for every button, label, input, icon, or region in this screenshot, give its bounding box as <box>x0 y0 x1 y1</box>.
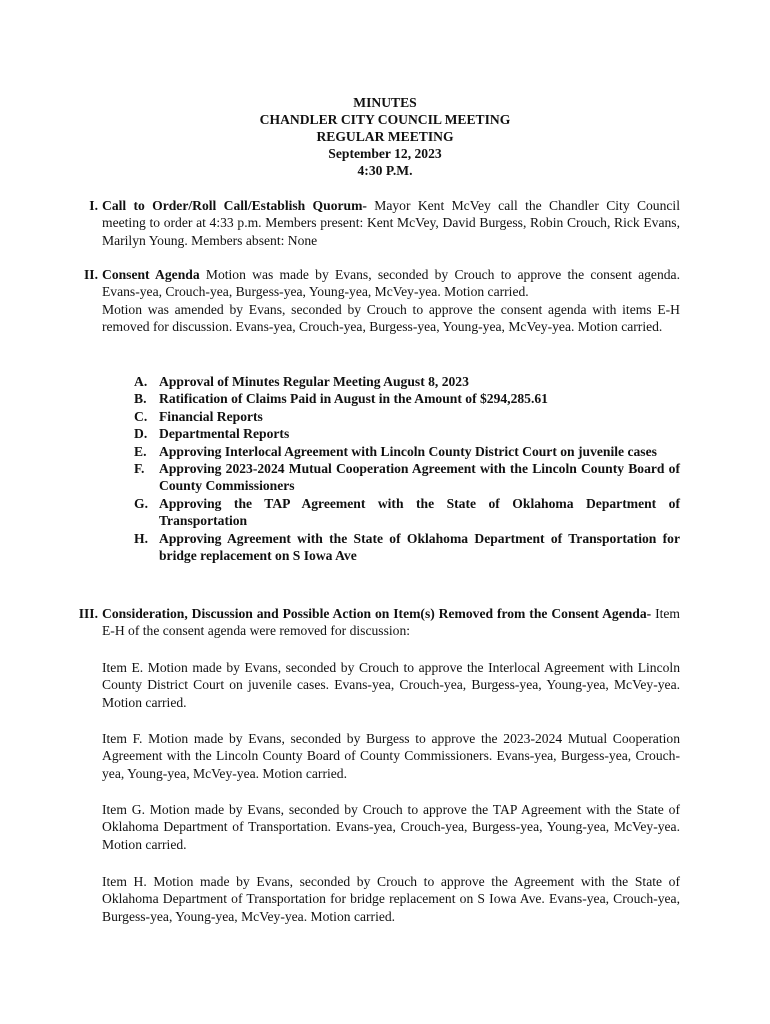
section-heading: Consideration, Discussion and Possible Action on Item(s) Removed from the Consent Agenda- <box>102 606 652 621</box>
header-title: MINUTES <box>353 95 417 110</box>
item-text: Approving Agreement with the State of Oklahoma Department of Transportation for bridge replacement on S Iowa Ave <box>159 530 680 564</box>
list-item <box>134 460 680 495</box>
section-consent-agenda <box>84 266 680 336</box>
section-text: Motion was made by Evans, seconded by Crouch to approve the consent agenda. Evans-yea, Crouch-yea, Burgess-yea, Young-yea, McVey-yea. Motion carried. <box>102 267 680 300</box>
section-heading: Call to Order/Roll Call/Establish Quorum- <box>102 198 367 213</box>
item-g-paragraph: Item G. Motion made by Evans, seconded by Crouch to approve the TAP Agreement with the State of Oklahoma Department of Transportation. Evans-yea, Crouch-yea, Burgess-yea, Young-yea, McVey-yea. Motion carried. <box>102 802 680 852</box>
consent-agenda-items <box>134 373 680 564</box>
item-text: Approving 2023-2024 Mutual Cooperation Agreement with the Lincoln County Board of County Commissioners <box>159 461 680 494</box>
item-text: Ratification of Claims Paid in August in the Amount of $294,285.61 <box>159 391 548 407</box>
item-letter: B. <box>134 391 147 407</box>
section-numeral: II. <box>84 267 98 282</box>
minutes-header <box>0 94 770 179</box>
item-letter: F. <box>134 461 145 477</box>
list-item <box>134 495 680 530</box>
item-letter: A. <box>134 374 148 389</box>
section-numeral: I. <box>89 198 98 213</box>
item-text: Approving the TAP Agreement with the State of Oklahoma Department of Transportation <box>159 495 680 529</box>
header-meeting-type: REGULAR MEETING <box>316 129 454 144</box>
section-numeral: III. <box>78 606 98 621</box>
list-item <box>134 408 680 425</box>
item-letter: H. <box>134 530 148 546</box>
section-amendment-text: Motion was amended by Evans, seconded by Crouch to approve the consent agenda with items E-H removed for discussion. Evans-yea, Crouch-yea, Burgess-yea, Young-yea, McVey-yea. Motion carried. <box>102 301 680 335</box>
item-letter: G. <box>134 495 148 511</box>
item-text: Approval of Minutes Regular Meeting August 8, 2023 <box>159 374 469 389</box>
item-text: Departmental Reports <box>159 426 290 442</box>
header-meeting-name: CHANDLER CITY COUNCIL MEETING <box>259 112 511 127</box>
section-call-to-order <box>89 197 680 249</box>
list-item <box>134 443 680 460</box>
item-text: Approving Interlocal Agreement with Lincoln County District Court on juvenile cases <box>159 443 657 459</box>
section-text: Mayor Kent McVey call the Chandler City Council meeting to order at 4:33 p.m. Members present: Kent McVey, David Burgess, Robin Crouch, Rick Evans, Marilyn Young. Members absent: None <box>102 198 680 248</box>
section-text: Item E-H of the consent agenda were removed for discussion: <box>102 606 680 639</box>
item-e-paragraph: Item E. Motion made by Evans, seconded by Crouch to approve the Interlocal Agreement with Lincoln County District Court on juvenile cases. Evans-yea, Crouch-yea, Burgess-yea, Young-yea, McVey-yea. Motion carried. <box>102 660 680 710</box>
item-letter: C. <box>134 408 148 424</box>
item-letter: D. <box>134 426 148 442</box>
item-text: Financial Reports <box>159 408 263 424</box>
item-letter: E. <box>134 443 147 459</box>
item-f-paragraph: Item F. Motion made by Evans, seconded by Burgess to approve the 2023-2024 Mutual Cooperation Agreement with the Lincoln County Board of County Commissioners. Evans-yea, Burgess-yea, Crouch-yea, Young-yea, McVey-yea. Motion carried. <box>102 731 680 781</box>
list-item <box>134 530 680 565</box>
list-item <box>134 373 680 390</box>
list-item <box>134 425 680 442</box>
list-item <box>134 390 680 407</box>
header-date: September 12, 2023 <box>328 146 442 161</box>
header-time: 4:30 P.M. <box>357 163 413 178</box>
item-h-paragraph: Item H. Motion made by Evans, seconded by Crouch to approve the Agreement with the State of Oklahoma Department of Transportation for bridge replacement on S Iowa Ave. Evans-yea, Crouch-yea, Burgess-yea, Young-yea, McVey-yea. Motion carried. <box>102 874 680 924</box>
section-removed-items <box>78 605 680 640</box>
section-heading: Consent Agenda <box>102 267 200 282</box>
